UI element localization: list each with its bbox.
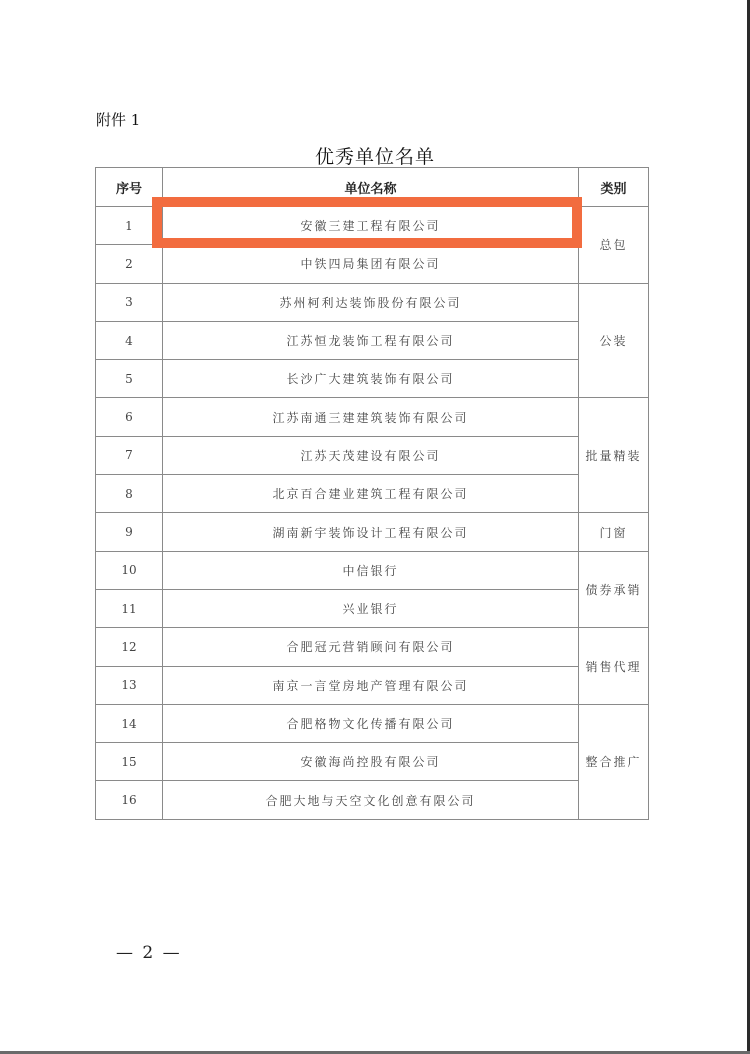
row-index: 6: [96, 398, 163, 436]
row-unit-name: 中铁四局集团有限公司: [163, 245, 579, 283]
table-row: [96, 628, 649, 666]
row-unit-name: 安徽三建工程有限公司: [163, 207, 579, 245]
category-cell: 批量精装: [579, 398, 649, 513]
row-index: 2: [96, 245, 163, 283]
table-row: [96, 436, 649, 474]
row-unit-name: 兴业银行: [163, 589, 579, 627]
row-index: 3: [96, 283, 163, 321]
row-unit-name: 江苏恒龙装饰工程有限公司: [163, 321, 579, 359]
row-index: 16: [96, 781, 163, 819]
row-index: 4: [96, 321, 163, 359]
page-title: 优秀单位名单: [314, 146, 435, 168]
table-row: [96, 398, 649, 436]
category-cell: 公装: [579, 283, 649, 398]
row-index: 8: [96, 475, 163, 513]
row-index: 9: [96, 513, 163, 551]
table-row: [96, 589, 649, 627]
table-header-row: [96, 168, 649, 207]
row-unit-name: 合肥格物文化传播有限公司: [163, 704, 579, 742]
row-unit-name: 江苏天茂建设有限公司: [163, 436, 579, 474]
row-index: 12: [96, 628, 163, 666]
row-index: 5: [96, 360, 163, 398]
header-name: 单位名称: [163, 168, 579, 207]
table-row: [96, 245, 649, 283]
table-row: [96, 321, 649, 359]
attachment-label: 附件 1: [96, 111, 141, 129]
row-index: 11: [96, 589, 163, 627]
row-unit-name: 合肥冠元营销顾问有限公司: [163, 628, 579, 666]
row-index: 10: [96, 551, 163, 589]
table-row: [96, 513, 649, 551]
row-unit-name: 长沙广大建筑装饰有限公司: [163, 360, 579, 398]
table-row: [96, 283, 649, 321]
excellent-units-table: [95, 167, 649, 820]
page-number: — 2 —: [116, 943, 182, 963]
category-cell: 销售代理: [579, 628, 649, 705]
header-category: 类别: [579, 168, 649, 207]
row-unit-name: 合肥大地与天空文化创意有限公司: [163, 781, 579, 819]
header-index: 序号: [96, 168, 163, 207]
row-index: 7: [96, 436, 163, 474]
row-unit-name: 苏州柯利达装饰股份有限公司: [163, 283, 579, 321]
table-row: [96, 781, 649, 819]
row-unit-name: 北京百合建业建筑工程有限公司: [163, 475, 579, 513]
row-unit-name: 安徽海尚控股有限公司: [163, 743, 579, 781]
row-unit-name: 湖南新宇装饰设计工程有限公司: [163, 513, 579, 551]
table-row: [96, 704, 649, 742]
row-index: 14: [96, 704, 163, 742]
category-cell: 整合推广: [579, 704, 649, 819]
row-unit-name: 南京一言堂房地产管理有限公司: [163, 666, 579, 704]
category-cell: 总包: [579, 207, 649, 284]
table-row: [96, 666, 649, 704]
row-index: 15: [96, 743, 163, 781]
table-row: [96, 207, 649, 245]
row-index: 13: [96, 666, 163, 704]
row-index: 1: [96, 207, 163, 245]
table-row: [96, 475, 649, 513]
row-unit-name: 中信银行: [163, 551, 579, 589]
category-cell: 门窗: [579, 513, 649, 551]
row-unit-name: 江苏南通三建建筑装饰有限公司: [163, 398, 579, 436]
category-cell: 债券承销: [579, 551, 649, 628]
table-row: [96, 743, 649, 781]
table-row: [96, 360, 649, 398]
table-row: [96, 551, 649, 589]
